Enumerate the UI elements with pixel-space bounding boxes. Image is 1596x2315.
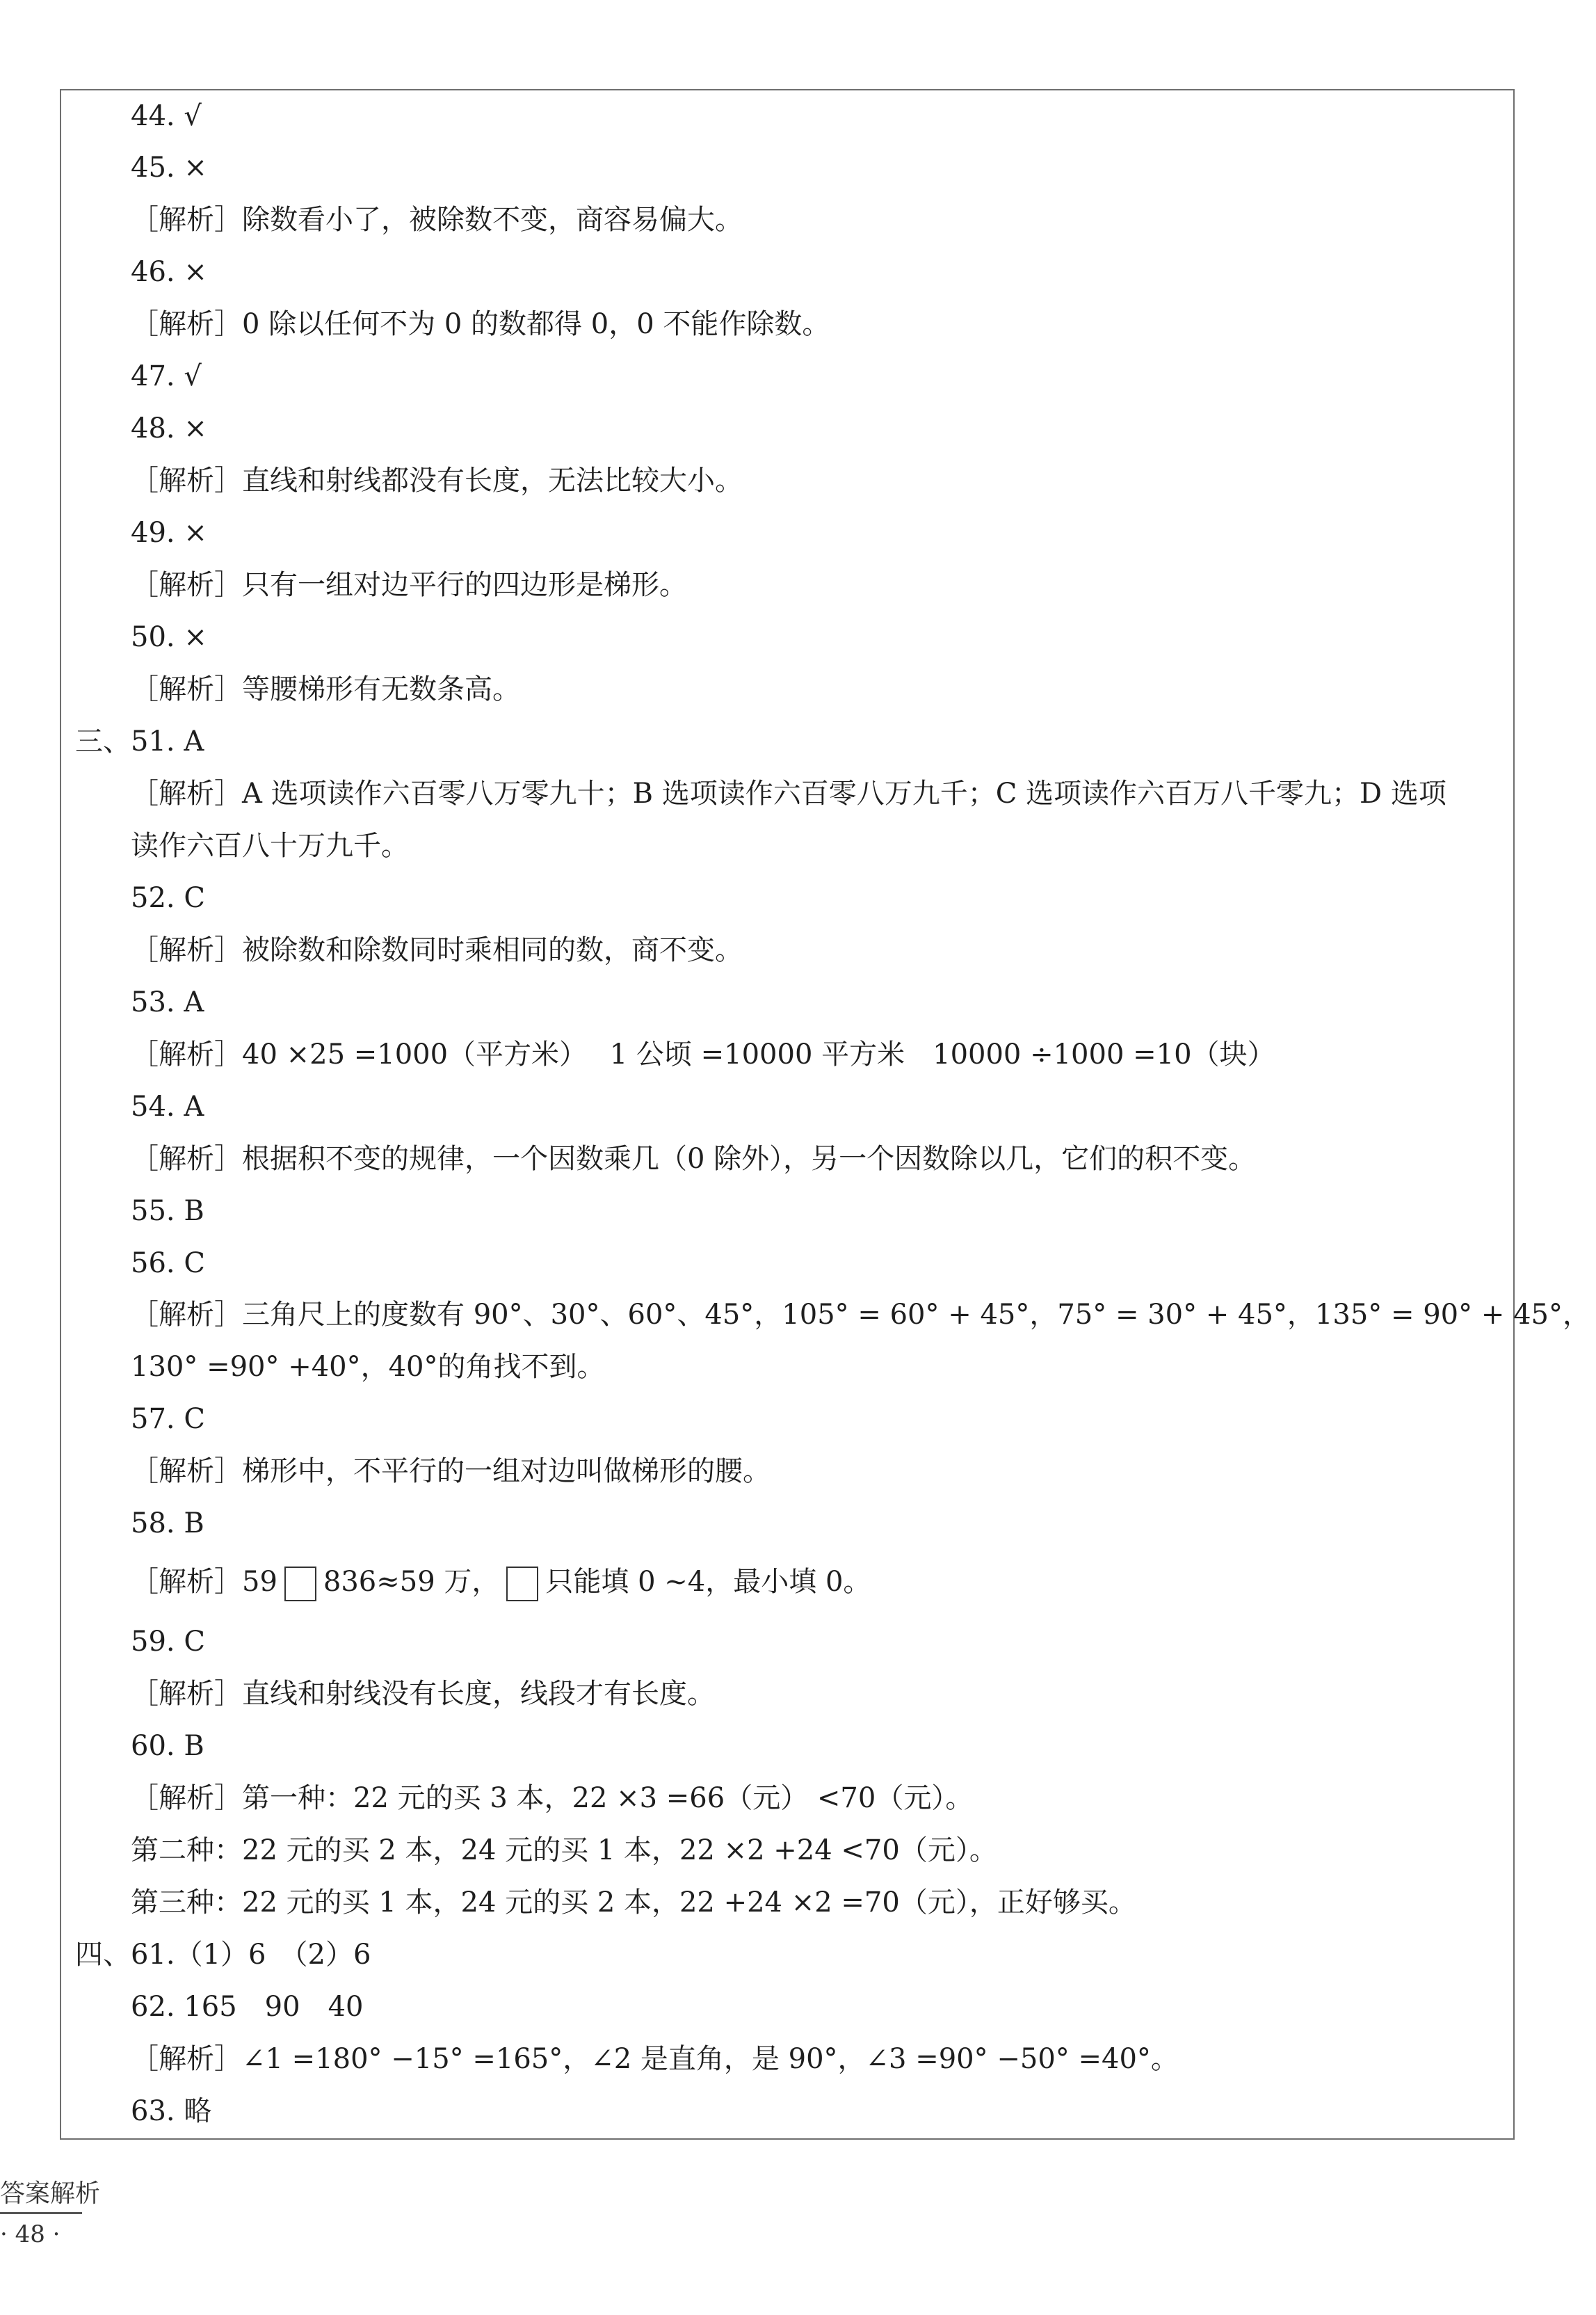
explanation-58-middle: 836≈59 万， <box>323 1566 500 1598</box>
explanation-59: ［解析］直线和射线没有长度，线段才有长度。 <box>131 1678 715 1710</box>
footer-rule <box>0 2212 82 2214</box>
explanation-56: ［解析］三角尺上的度数有 90°、30°、60°、45°，105° = 60° + 45°，75° = 30° + 45°，135° = 90° + 45°， <box>131 1299 1590 1331</box>
explanation-49: ［解析］只有一组对边平行的四边形是梯形。 <box>131 569 687 601</box>
explanation-53: ［解析］40 ×25 =1000（平方米） 1 公顷 =10000 平方米 10000 ÷1000 =10（块） <box>131 1039 1275 1071</box>
answer-61: 四、61.（1）6 （2）6 <box>75 1939 371 1971</box>
answer-62: 62. 165 90 40 <box>131 1991 364 2023</box>
explanation-62: ［解析］∠1 =180° −15° =165°，∠2 是直角，是 90°，∠3 =90° −50° =40°。 <box>131 2043 1179 2075</box>
explanation-60-line3: 第三种：22 元的买 1 本，24 元的买 2 本，22 +24 ×2 =70（元），正好够买。 <box>131 1887 1136 1919</box>
answer-54: 54. A <box>131 1091 204 1123</box>
answer-48: 48. × <box>131 412 207 444</box>
explanation-56-cont: 130° =90° +40°，40°的角找不到。 <box>131 1351 605 1383</box>
explanation-60: ［解析］第一种：22 元的买 3 本，22 ×3 =66（元） <70（元）。 <box>131 1782 974 1814</box>
answer-46: 46. × <box>131 256 207 288</box>
answer-47: 47. √ <box>131 360 202 392</box>
page-number: · 48 · <box>0 2220 61 2248</box>
explanation-51: ［解析］A 选项读作六百零八万零九十；B 选项读作六百零八万九千；C 选项读作六百万八千零九；D 选项 <box>131 778 1446 810</box>
answer-53: 53. A <box>131 986 204 1018</box>
answer-59: 59. C <box>131 1626 205 1658</box>
answer-58: 58. B <box>131 1507 204 1539</box>
explanation-58 <box>131 1565 871 1601</box>
explanation-58-prefix: ［解析］59 <box>131 1566 277 1598</box>
answer-49: 49. × <box>131 517 207 549</box>
answer-51: 三、51. A <box>75 726 204 758</box>
explanation-51-cont: 读作六百八十万九千。 <box>131 830 409 862</box>
explanation-58-suffix: 只能填 0 ~4，最小填 0。 <box>545 1566 871 1598</box>
answer-50: 50. × <box>131 621 207 653</box>
answer-44: 44. √ <box>131 100 202 132</box>
answer-63: 63. 略 <box>131 2095 212 2127</box>
blank-box <box>506 1567 538 1601</box>
explanation-57: ［解析］梯形中，不平行的一组对边叫做梯形的腰。 <box>131 1455 771 1487</box>
explanation-45: ［解析］除数看小了，被除数不变，商容易偏大。 <box>131 204 743 236</box>
answer-52: 52. C <box>131 882 205 914</box>
answer-57: 57. C <box>131 1403 205 1435</box>
answer-56: 56. C <box>131 1247 205 1279</box>
explanation-60-line2: 第二种：22 元的买 2 本，24 元的买 1 本，22 ×2 +24 <70（元）。 <box>131 1834 997 1866</box>
explanation-52: ［解析］被除数和除数同时乘相同的数，商不变。 <box>131 934 743 966</box>
explanation-48: ［解析］直线和射线都没有长度，无法比较大小。 <box>131 465 743 497</box>
explanation-50: ［解析］等腰梯形有无数条高。 <box>131 673 520 705</box>
answer-55: 55. B <box>131 1195 204 1227</box>
explanation-46: ［解析］0 除以任何不为 0 的数都得 0，0 不能作除数。 <box>131 308 830 340</box>
answer-45: 45. × <box>131 152 207 184</box>
content-frame <box>60 89 1515 2140</box>
blank-box <box>284 1567 316 1601</box>
answer-60: 60. B <box>131 1730 204 1762</box>
explanation-54: ［解析］根据积不变的规律，一个因数乘几（0 除外），另一个因数除以几，它们的积不变。 <box>131 1143 1257 1175</box>
footer-section-label: 答案解析 <box>0 2179 101 2208</box>
